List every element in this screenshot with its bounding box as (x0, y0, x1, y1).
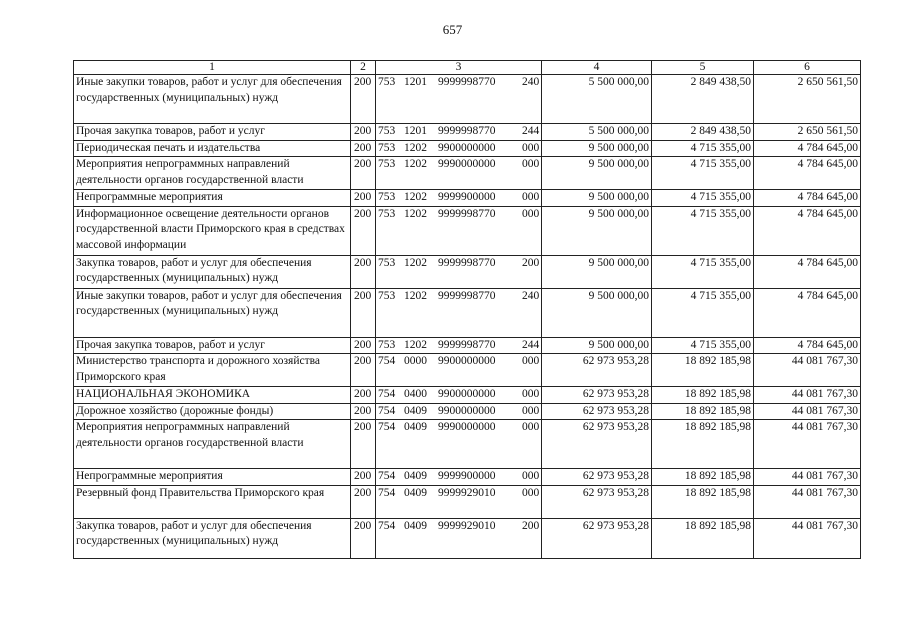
row-value-col4: 62 973 953,28 (542, 469, 652, 486)
row-ved-code: 754 (378, 421, 396, 433)
row-target-code: 9900000000 (438, 141, 496, 154)
row-target-code: 9990000000 (438, 421, 496, 433)
row-section-code: 1202 (404, 158, 427, 170)
row-classification-code (376, 485, 542, 518)
column-header: 6 (754, 61, 861, 75)
column-header: 3 (376, 61, 542, 75)
row-target-code: 9900000000 (438, 355, 496, 367)
row-classification-code (376, 518, 542, 558)
row-value-col4: 9 500 000,00 (542, 190, 652, 207)
row-ved-code: 754 (378, 404, 396, 417)
column-header: 5 (652, 61, 754, 75)
row-value-col5: 18 892 185,98 (652, 354, 754, 387)
row-section-code: 0409 (404, 519, 427, 532)
row-classification-code (376, 206, 542, 255)
row-target-code: 9999998770 (438, 289, 496, 302)
row-expense-type-code: 000 (522, 470, 540, 482)
table-row (74, 206, 861, 255)
row-value-col6: 4 784 645,00 (754, 140, 861, 157)
row-code-col2: 200 (351, 518, 376, 558)
row-name: Прочая закупка товаров, работ и услуг (74, 124, 351, 141)
table-row (74, 403, 861, 420)
row-value-col4: 9 500 000,00 (542, 157, 652, 190)
row-section-code: 1202 (404, 191, 427, 203)
row-name: Закупка товаров, работ и услуг для обеспечения государственных (муниципальных) нужд (74, 255, 351, 288)
row-value-col5: 18 892 185,98 (652, 485, 754, 518)
row-target-code: 9999900000 (438, 470, 496, 482)
row-value-col5: 18 892 185,98 (652, 518, 754, 558)
row-ved-code: 754 (378, 486, 396, 499)
row-ved-code: 753 (378, 289, 396, 302)
row-ved-code: 754 (378, 355, 396, 367)
row-section-code: 0000 (404, 355, 427, 367)
row-code-col2: 200 (351, 157, 376, 190)
row-code-col2: 200 (351, 75, 376, 124)
row-name: НАЦИОНАЛЬНАЯ ЭКОНОМИКА (74, 387, 351, 404)
row-expense-type-code: 240 (522, 76, 540, 88)
row-value-col6: 4 784 645,00 (754, 255, 861, 288)
row-value-col6: 44 081 767,30 (754, 469, 861, 486)
row-expense-type-code: 200 (522, 519, 540, 532)
row-classification-code (376, 354, 542, 387)
row-value-col4: 9 500 000,00 (542, 337, 652, 354)
table-row (74, 469, 861, 486)
row-ved-code: 754 (378, 470, 396, 482)
row-value-col4: 9 500 000,00 (542, 255, 652, 288)
row-code-col2: 200 (351, 387, 376, 404)
row-classification-code (376, 420, 542, 469)
row-ved-code: 753 (378, 125, 396, 137)
row-value-col5: 4 715 355,00 (652, 255, 754, 288)
row-value-col4: 5 500 000,00 (542, 124, 652, 141)
row-target-code: 9999998770 (438, 338, 496, 351)
row-expense-type-code: 000 (522, 486, 540, 499)
table-row (74, 75, 861, 124)
row-value-col6: 4 784 645,00 (754, 157, 861, 190)
row-classification-code (376, 387, 542, 404)
row-name: Закупка товаров, работ и услуг для обеспечения государственных (муниципальных) нужд (74, 518, 351, 558)
row-value-col6: 2 650 561,50 (754, 75, 861, 124)
table-row (74, 387, 861, 404)
row-expense-type-code: 000 (522, 191, 540, 203)
row-value-col5: 18 892 185,98 (652, 469, 754, 486)
table-row (74, 255, 861, 288)
row-expense-type-code: 000 (522, 404, 540, 417)
row-name: Прочая закупка товаров, работ и услуг (74, 337, 351, 354)
row-value-col4: 62 973 953,28 (542, 485, 652, 518)
row-value-col6: 44 081 767,30 (754, 387, 861, 404)
row-expense-type-code: 000 (522, 355, 540, 367)
row-target-code: 9999929010 (438, 486, 496, 499)
row-name: Периодическая печать и издательства (74, 140, 351, 157)
row-code-col2: 200 (351, 124, 376, 141)
row-value-col6: 44 081 767,30 (754, 403, 861, 420)
table-row (74, 518, 861, 558)
row-section-code: 0409 (404, 470, 427, 482)
row-value-col5: 4 715 355,00 (652, 140, 754, 157)
row-code-col2: 200 (351, 206, 376, 255)
table-header-row (74, 61, 861, 75)
row-value-col5: 2 849 438,50 (652, 75, 754, 124)
table-row (74, 485, 861, 518)
row-name: Информационное освещение деятельности органов государственной власти Приморского края в средствах массовой информации (74, 206, 351, 255)
row-name: Иные закупки товаров, работ и услуг для обеспечения государственных (муниципальных) нужд (74, 288, 351, 337)
row-value-col4: 62 973 953,28 (542, 387, 652, 404)
row-value-col6: 4 784 645,00 (754, 190, 861, 207)
row-ved-code: 753 (378, 338, 396, 351)
row-ved-code: 753 (378, 207, 396, 220)
row-expense-type-code: 000 (522, 388, 540, 400)
column-header: 1 (74, 61, 351, 75)
row-value-col5: 4 715 355,00 (652, 190, 754, 207)
row-value-col5: 4 715 355,00 (652, 206, 754, 255)
row-value-col4: 62 973 953,28 (542, 354, 652, 387)
row-target-code: 9999929010 (438, 519, 496, 532)
row-value-col4: 62 973 953,28 (542, 518, 652, 558)
row-classification-code (376, 288, 542, 337)
row-section-code: 0409 (404, 486, 427, 499)
row-expense-type-code: 240 (522, 289, 540, 302)
row-target-code: 9999998770 (438, 76, 496, 88)
row-value-col5: 4 715 355,00 (652, 288, 754, 337)
row-ved-code: 753 (378, 141, 396, 154)
row-value-col4: 9 500 000,00 (542, 288, 652, 337)
row-classification-code (376, 190, 542, 207)
row-target-code: 9999998770 (438, 207, 496, 220)
row-target-code: 9990000000 (438, 158, 496, 170)
row-ved-code: 753 (378, 158, 396, 170)
budget-table (73, 60, 861, 559)
row-value-col6: 44 081 767,30 (754, 420, 861, 469)
row-target-code: 9999998770 (438, 125, 496, 137)
row-target-code: 9900000000 (438, 388, 496, 400)
row-code-col2: 200 (351, 354, 376, 387)
row-value-col4: 9 500 000,00 (542, 140, 652, 157)
row-value-col5: 18 892 185,98 (652, 403, 754, 420)
row-section-code: 1201 (404, 76, 427, 88)
row-section-code: 0409 (404, 404, 427, 417)
row-code-col2: 200 (351, 469, 376, 486)
row-value-col5: 4 715 355,00 (652, 157, 754, 190)
table-row (74, 140, 861, 157)
row-ved-code: 753 (378, 256, 396, 269)
row-code-col2: 200 (351, 190, 376, 207)
row-section-code: 1202 (404, 289, 427, 302)
column-header: 2 (351, 61, 376, 75)
table-row (74, 190, 861, 207)
row-ved-code: 754 (378, 519, 396, 532)
row-expense-type-code: 244 (522, 338, 540, 351)
row-name: Дорожное хозяйство (дорожные фонды) (74, 403, 351, 420)
row-name: Мероприятия непрограммных направлений деятельности органов государственной власти (74, 157, 351, 190)
row-value-col6: 44 081 767,30 (754, 518, 861, 558)
row-name: Иные закупки товаров, работ и услуг для обеспечения государственных (муниципальных) нужд (74, 75, 351, 124)
row-code-col2: 200 (351, 140, 376, 157)
row-name: Непрограммные мероприятия (74, 469, 351, 486)
row-code-col2: 200 (351, 255, 376, 288)
row-classification-code (376, 124, 542, 141)
table-row (74, 354, 861, 387)
row-value-col5: 18 892 185,98 (652, 420, 754, 469)
row-name: Министерство транспорта и дорожного хозяйства Приморского края (74, 354, 351, 387)
row-classification-code (376, 403, 542, 420)
row-expense-type-code: 000 (522, 141, 540, 154)
row-expense-type-code: 200 (522, 256, 540, 269)
row-value-col6: 44 081 767,30 (754, 485, 861, 518)
table-row (74, 288, 861, 337)
row-ved-code: 754 (378, 388, 396, 400)
row-value-col4: 5 500 000,00 (542, 75, 652, 124)
row-classification-code (376, 255, 542, 288)
row-value-col5: 18 892 185,98 (652, 387, 754, 404)
row-section-code: 0409 (404, 421, 427, 433)
row-classification-code (376, 75, 542, 124)
row-code-col2: 200 (351, 337, 376, 354)
table-row (74, 420, 861, 469)
row-code-col2: 200 (351, 420, 376, 469)
row-section-code: 1202 (404, 207, 427, 220)
column-header: 4 (542, 61, 652, 75)
row-target-code: 9999998770 (438, 256, 496, 269)
row-expense-type-code: 244 (522, 125, 540, 137)
row-target-code: 9900000000 (438, 404, 496, 417)
row-value-col4: 62 973 953,28 (542, 420, 652, 469)
row-section-code: 0400 (404, 388, 427, 400)
row-value-col6: 4 784 645,00 (754, 288, 861, 337)
row-classification-code (376, 469, 542, 486)
row-classification-code (376, 337, 542, 354)
row-value-col4: 9 500 000,00 (542, 206, 652, 255)
row-name: Мероприятия непрограммных направлений деятельности органов государственной власти (74, 420, 351, 469)
row-value-col5: 2 849 438,50 (652, 124, 754, 141)
row-name: Резервный фонд Правительства Приморского края (74, 485, 351, 518)
row-name: Непрограммные мероприятия (74, 190, 351, 207)
row-ved-code: 753 (378, 191, 396, 203)
row-code-col2: 200 (351, 288, 376, 337)
row-expense-type-code: 000 (522, 421, 540, 433)
row-ved-code: 753 (378, 76, 396, 88)
table-row (74, 124, 861, 141)
row-code-col2: 200 (351, 403, 376, 420)
row-value-col6: 4 784 645,00 (754, 337, 861, 354)
row-value-col5: 4 715 355,00 (652, 337, 754, 354)
row-section-code: 1202 (404, 141, 427, 154)
row-code-col2: 200 (351, 485, 376, 518)
row-value-col6: 2 650 561,50 (754, 124, 861, 141)
row-section-code: 1201 (404, 125, 427, 137)
row-value-col6: 44 081 767,30 (754, 354, 861, 387)
row-section-code: 1202 (404, 338, 427, 351)
row-section-code: 1202 (404, 256, 427, 269)
row-classification-code (376, 157, 542, 190)
row-expense-type-code: 000 (522, 158, 540, 170)
table-row (74, 337, 861, 354)
row-value-col6: 4 784 645,00 (754, 206, 861, 255)
table-row (74, 157, 861, 190)
row-classification-code (376, 140, 542, 157)
row-expense-type-code: 000 (522, 207, 540, 220)
row-target-code: 9999900000 (438, 191, 496, 203)
page-number: 657 (442, 22, 463, 37)
row-value-col4: 62 973 953,28 (542, 403, 652, 420)
